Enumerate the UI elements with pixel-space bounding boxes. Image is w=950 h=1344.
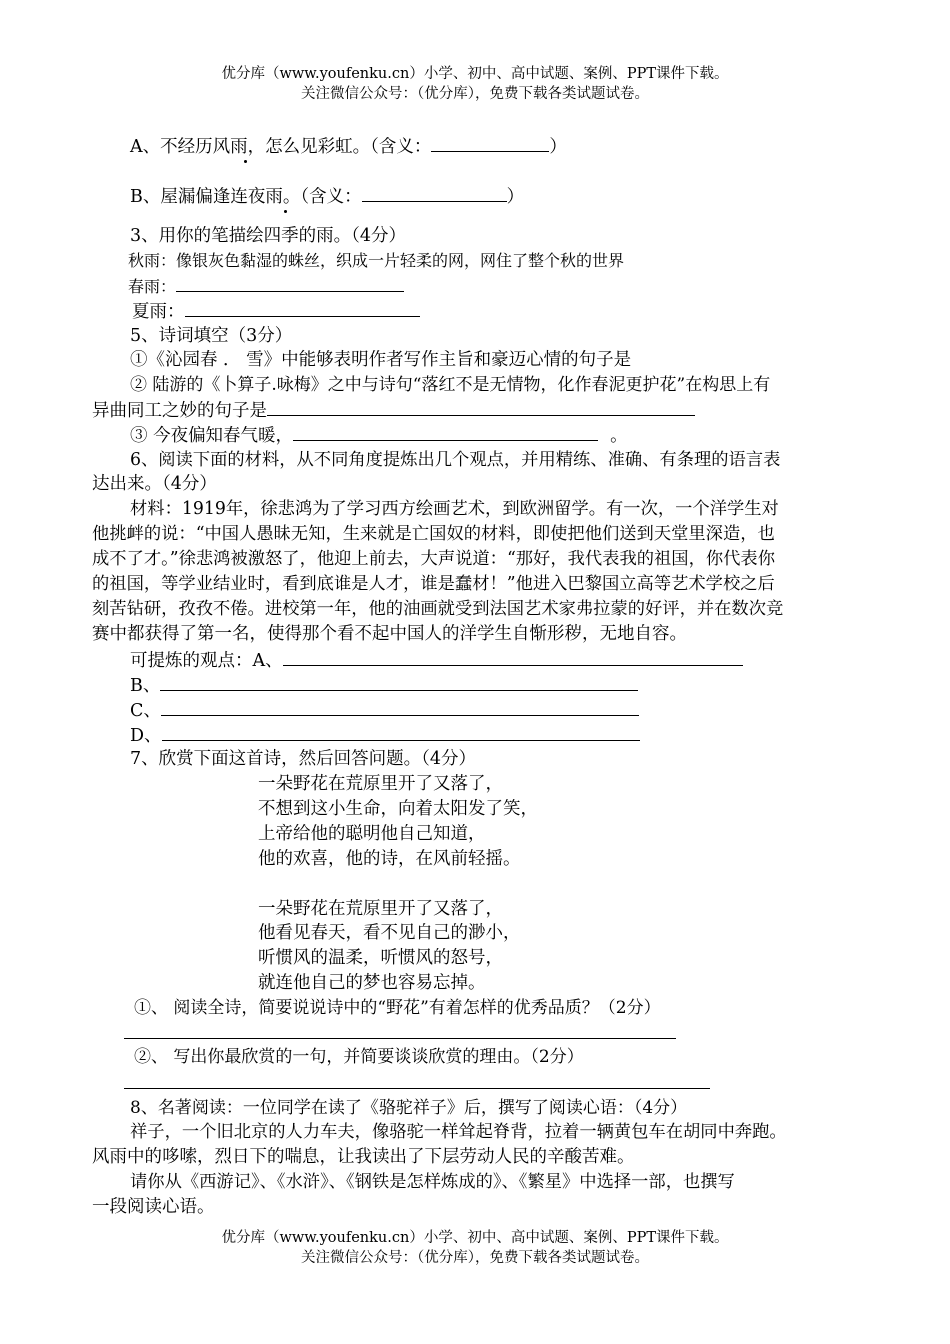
q6-answer-a-blank[interactable] — [283, 650, 743, 666]
q3-autumn-example: 秋雨：像银灰色黏湿的蛛丝，织成一片轻柔的网，网住了整个秋的世界 — [128, 251, 625, 270]
q7-poem-s1-line-2: 不想到这小生命，向着太阳发了笑， — [258, 799, 538, 819]
page-header-line-1: 优分库（www.youfenku.cn）小学、初中、高中试题、案例、PPT课件下载。 — [221, 66, 729, 82]
q6-answer-b — [130, 675, 638, 696]
q7-sub-2-answer-line[interactable] — [124, 1088, 710, 1089]
q7-poem-s1-line-3: 上帝给他的聪明他自己知道， — [258, 824, 486, 844]
q6-material-line-3: 成不了才。”徐悲鸿被激怒了，他迎上前去，大声说道：“那好，我代表我的祖国，你代表你 — [92, 549, 775, 569]
q7-sub-1-answer-line[interactable] — [124, 1038, 676, 1039]
q6-title-line-2: 达出来。（4分） — [92, 474, 217, 494]
q5-item-3-blank[interactable] — [293, 425, 598, 441]
q3-spring — [128, 276, 404, 297]
q3-summer-blank[interactable] — [185, 301, 420, 317]
q7-poem-s2-line-2: 他看见春天，看不见自己的渺小， — [258, 923, 521, 943]
q5-title: 5、诗词填空（3分） — [130, 326, 293, 346]
emphasis-dot — [284, 210, 287, 213]
q5-item-2-label: 异曲同工之妙的句子是 — [92, 401, 267, 421]
q7-poem-s1-line-1: 一朵野花在荒原里开了又落了， — [258, 774, 503, 794]
idiom-b-close: ） — [506, 187, 525, 207]
idiom-a-answer-blank[interactable] — [431, 136, 549, 152]
q5-item-3-label: ③ 今夜偏知春气暖， — [130, 426, 294, 446]
q6-title-line-1: 6、阅读下面的材料，从不同角度提炼出几个观点，并用精练、准确、有条理的语言表 — [130, 450, 781, 470]
q7-poem-s1-line-4: 他的欢喜，他的诗，在风前轻摇。 — [258, 849, 521, 869]
q6-answer-a-label: 可提炼的观点：A、 — [130, 651, 283, 671]
q6-answer-c — [130, 700, 639, 721]
q3-summer — [132, 301, 420, 322]
q5-item-2-line-2 — [92, 400, 695, 421]
page-header-line-2: 关注微信公众号：（优分库），免费下载各类试题试卷。 — [301, 86, 649, 102]
q6-answer-d — [130, 725, 640, 746]
page-footer-line-2: 关注微信公众号：（优分库），免费下载各类试题试卷。 — [301, 1250, 649, 1266]
q7-poem-s2-line-3: 听惯风的温柔，听惯风的怒号， — [258, 948, 503, 968]
q7-sub-question-1: ①、 阅读全诗，简要说说诗中的“野花”有着怎样的优秀品质？（2分） — [134, 998, 661, 1018]
q6-answer-b-label: B、 — [130, 676, 161, 696]
q8-title: 8、名著阅读：一位同学在读了《骆驼祥子》后，撰写了阅读心语：（4分） — [130, 1098, 688, 1118]
q3-summer-label: 夏雨： — [132, 302, 185, 322]
q6-answer-d-label: D、 — [130, 726, 162, 746]
q3-spring-blank[interactable] — [176, 276, 404, 292]
idiom-item-a — [130, 136, 567, 157]
q7-title: 7、欣赏下面这首诗，然后回答问题。（4分） — [130, 749, 477, 769]
q8-sample-line-1: 祥子，一个旧北京的人力车夫，像骆驼一样耸起脊背，拉着一辆黄包车在胡同中奔跑。 — [130, 1122, 787, 1142]
q7-poem-s2-line-1: 一朵野花在荒原里开了又落了， — [258, 899, 503, 919]
q6-answer-a — [130, 650, 743, 671]
q7-poem-s2-line-4: 就连他自己的梦也容易忘掉。 — [258, 973, 486, 993]
q3-spring-label: 春雨： — [128, 277, 177, 296]
q6-answer-c-label: C、 — [130, 701, 161, 721]
q8-sample-line-2: 风雨中的哆嗦，烈日下的喘息，让我读出了下层劳动人民的辛酸苦难。 — [92, 1147, 635, 1167]
q6-material-line-4: 的祖国，等学业结业时，看到底谁是人才，谁是蠢材！”他进入巴黎国立高等艺术学校之后 — [92, 574, 775, 594]
q6-material-line-2: 他挑衅的说：“中国人愚昧无知，生来就是亡国奴的材料，即使把他们送到天堂里深造，也 — [92, 524, 775, 544]
q5-item-3-end: 。 — [610, 426, 628, 446]
q5-item-3 — [130, 425, 628, 446]
idiom-a-text: A、不经历风雨，怎么见彩虹。（含义： — [130, 137, 432, 157]
q6-material-line-1: 材料：1919年，徐悲鸿为了学习西方绘画艺术，到欧洲留学。有一次，一个洋学生对 — [130, 499, 779, 519]
page-footer-line-1: 优分库（www.youfenku.cn）小学、初中、高中试题、案例、PPT课件下载。 — [221, 1230, 729, 1246]
q6-material-line-6: 赛中都获得了第一名，使得那个看不起中国人的洋学生自惭形秽，无地自容。 — [92, 624, 687, 644]
q5-item-2-blank[interactable] — [267, 400, 695, 416]
q6-answer-b-blank[interactable] — [160, 675, 638, 691]
idiom-b-answer-blank[interactable] — [362, 186, 507, 202]
q6-answer-c-blank[interactable] — [161, 700, 639, 716]
q8-task-line-2: 一段阅读心语。 — [92, 1197, 215, 1217]
q6-answer-d-blank[interactable] — [162, 725, 640, 741]
q5-item-1: ①《沁园春 ． 雪》中能够表明作者写作主旨和豪迈心情的句子是 — [130, 350, 632, 370]
q7-sub-question-2: ②、 写出你最欣赏的一句，并简要谈谈欣赏的理由。（2分） — [134, 1047, 584, 1067]
q8-task-line-1: 请你从《西游记》、《水浒》、《钢铁是怎样炼成的》、《繁星》中选择一部，也撰写 — [130, 1172, 735, 1192]
idiom-b-text: B、屋漏偏逢连夜雨。（含义： — [130, 187, 362, 207]
idiom-a-close: ） — [549, 137, 567, 157]
emphasis-dot — [244, 160, 247, 163]
idiom-item-b — [130, 186, 524, 207]
q5-item-2-line-1: ② 陆游的《卜算子.咏梅》之中与诗句“落红不是无情物，化作春泥更护花”在构思上有 — [130, 375, 771, 395]
q6-material-line-5: 刻苦钻研，孜孜不倦。进校第一年，他的油画就受到法国艺术家弗拉蒙的好评，并在数次竞 — [92, 599, 784, 619]
q3-title: 3、用你的笔描绘四季的雨。（4分） — [130, 226, 407, 246]
